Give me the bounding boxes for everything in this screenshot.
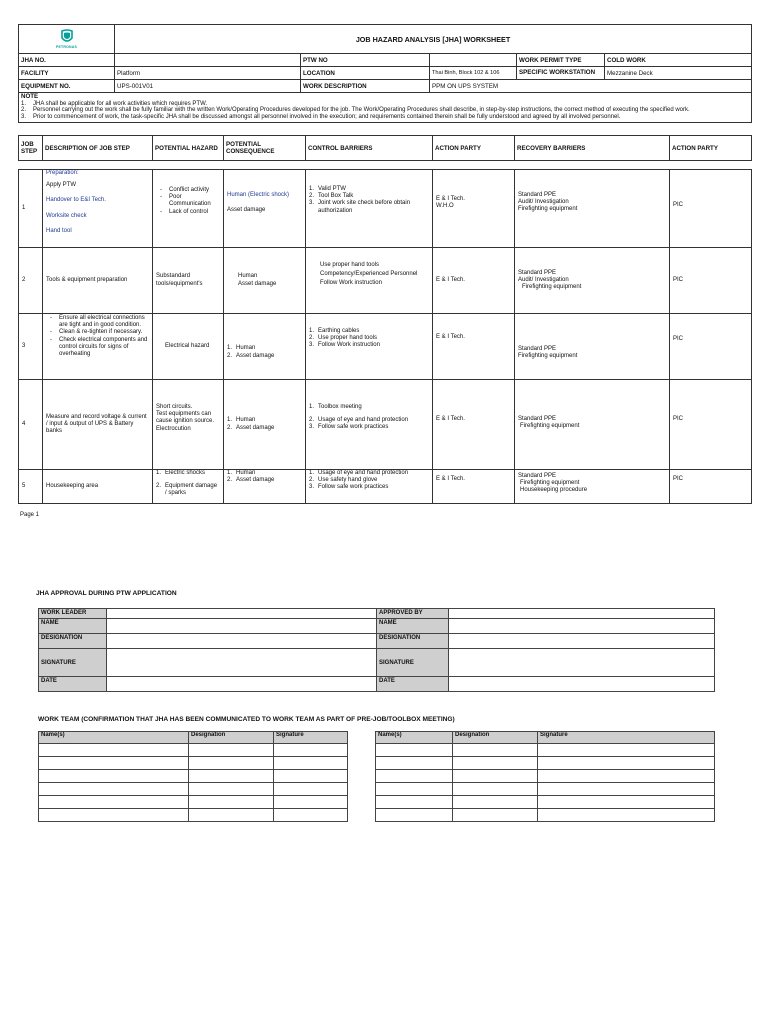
recovery-line: Standard PPE [518, 269, 557, 276]
table-row[interactable] [39, 809, 348, 822]
location-label: LOCATION [301, 67, 430, 80]
consequence-line: Asset damage [227, 207, 266, 214]
table-row[interactable] [376, 796, 715, 809]
table-row[interactable] [376, 757, 715, 770]
name-label: NAME [39, 619, 107, 634]
step-action-party: E & I Tech. [433, 314, 515, 380]
step-hazard: Electrical hazard [153, 314, 224, 380]
note-text: Prior to commencement of work, the task-specific JHA shall be discussed amongst all personnel involved in the execution; and requirements contained therein shall be fully understood and agreed by all involved personnel. [33, 113, 621, 120]
step-control [306, 170, 433, 248]
list-item: 1. Toolbox meeting [309, 404, 362, 410]
name-label: NAME [377, 619, 449, 634]
step-hazard: Substandard tools/equipment's [153, 248, 224, 314]
step-action-party: E & I Tech. [433, 248, 515, 314]
work-description-value: PPM ON UPS SYSTEM [430, 80, 752, 93]
step-action-party-2: PIC [670, 170, 752, 248]
equipment-no-label: EQUIPMENT NO. [19, 80, 115, 93]
logo-text: PETRONAS [55, 45, 78, 49]
date-label: DATE [39, 677, 107, 692]
list-item: 1. Valid PTW [309, 186, 346, 192]
list-item: 2. Use proper hand tools [309, 335, 378, 342]
recovery-line: Housekeeping procedure [520, 487, 588, 494]
note-number: 3. [21, 113, 27, 120]
step-action-party [433, 170, 515, 248]
step-recovery [515, 314, 670, 380]
col-consequence: POTENTIAL CONSEQUENCE [224, 136, 306, 161]
col-action-party-2: ACTION PARTY [670, 136, 752, 161]
control-line: Use proper hand tools [320, 262, 380, 268]
col-recovery: RECOVERY BARRIERS [515, 136, 670, 161]
step-consequence [224, 380, 306, 470]
note-number: 1. [21, 100, 27, 107]
header-row-3 [19, 80, 752, 93]
work-description-label: WORK DESCRIPTION [301, 80, 430, 93]
table-row [19, 170, 752, 248]
designation-field[interactable] [107, 634, 377, 649]
approval-work-leader-table [38, 608, 377, 692]
column-header-table [18, 135, 752, 161]
desc-line: Worksite check [46, 212, 87, 219]
signature-header: Signature [274, 732, 348, 744]
note-cell [19, 93, 752, 123]
table-row[interactable] [39, 796, 348, 809]
table-row [19, 470, 752, 504]
step-number: 3 [19, 314, 43, 380]
note-item [21, 107, 749, 114]
col-description: DESCRIPTION OF JOB STEP [43, 136, 153, 161]
note-row [19, 93, 752, 123]
col-hazard: POTENTIAL HAZARD [153, 136, 224, 161]
step-number: 2 [19, 248, 43, 314]
step-action-party-2: PIC [670, 470, 752, 504]
step-control [306, 248, 433, 314]
step-recovery [515, 248, 670, 314]
list-item: 3. Follow safe work practices [309, 484, 389, 491]
approved-by-label: APPROVED BY [377, 609, 449, 619]
date-field[interactable] [107, 677, 377, 692]
action-line: E & I Tech. [436, 196, 465, 202]
step-recovery [515, 470, 670, 504]
table-row[interactable] [39, 744, 348, 757]
workstation-value: Mezzanine Deck [605, 67, 752, 80]
list-item: 2. Use safety hand glove [309, 477, 378, 484]
step-recovery [515, 170, 670, 248]
signature-label: SIGNATURE [39, 649, 107, 677]
header-table [18, 24, 752, 123]
name-field[interactable] [449, 619, 715, 634]
page-title: JOB HAZARD ANALYSIS [JHA] WORKSHEET [115, 25, 752, 54]
list-item: 2. Tool Box Talk [309, 193, 354, 200]
list-item: - Ensure all electrical connections are tight and in good condition. [50, 315, 145, 329]
recovery-line: Firefighting equipment [520, 480, 580, 487]
step-description [43, 170, 153, 248]
approval-title: JHA APPROVAL DURING PTW APPLICATION [36, 590, 177, 597]
hazard-line: Electrocution [156, 425, 191, 432]
consequence-line: Human (Electric shock) [227, 192, 290, 198]
ptw-no-value [430, 54, 517, 67]
approved-by-field[interactable] [449, 609, 715, 619]
list-item: - Check electrical components and control circuits for signs of overheating [50, 336, 148, 358]
designation-header: Designation [189, 732, 274, 744]
work-team-table-right [375, 731, 715, 822]
list-item: 1. Human [227, 345, 256, 352]
list-item: 2. Usage of eye and hand protection [309, 417, 409, 424]
recovery-line: Firefighting equipment [518, 353, 578, 360]
list-item: 2. Asset damage [227, 352, 275, 359]
note-text: JHA shall be applicable for all work activities which requires PTW. [33, 100, 208, 107]
recovery-line: Standard PPE [518, 192, 557, 198]
name-field[interactable] [107, 619, 377, 634]
header-row-1 [19, 54, 752, 67]
table-row[interactable] [376, 783, 715, 796]
signature-field[interactable] [449, 649, 715, 677]
petronas-logo [21, 25, 112, 53]
equipment-no-value: UPS-001V01 [115, 80, 301, 93]
list-item: - Conflict activity [160, 187, 210, 193]
step-description [43, 314, 153, 380]
facility-value: Platform [115, 67, 301, 80]
step-control [306, 470, 433, 504]
consequence-line: Asset damage [238, 280, 277, 287]
table-row [19, 314, 752, 380]
jha-no-label: JHA NO. [19, 54, 115, 67]
name-header: Name(s) [39, 732, 189, 744]
list-item: 2. Asset damage [227, 477, 275, 484]
designation-label: DESIGNATION [39, 634, 107, 649]
step-number: 1 [19, 170, 43, 248]
note-text: Personnel carrying out the work shall be fully familiar with the written Work/Operating Procedures developed for the job. The Work/Operating Procedures shall describe, in step-by-step instructions, the correct method of executing the specified work. [33, 107, 690, 114]
desc-line: Handover to E&I Tech. [46, 197, 106, 204]
table-row[interactable] [376, 744, 715, 757]
step-hazard [153, 470, 224, 504]
step-number: 4 [19, 380, 43, 470]
desc-line: Preparation: [46, 170, 79, 176]
recovery-line: Firefighting equipment [520, 423, 580, 430]
designation-field[interactable] [449, 634, 715, 649]
date-field[interactable] [449, 677, 715, 692]
step-description: Tools & equipment preparation [43, 248, 153, 314]
step-control [306, 314, 433, 380]
table-row [19, 380, 752, 470]
list-item: - Lack of control [160, 208, 209, 215]
location-value: Thai Binh, Block 102 & 106 [430, 67, 517, 80]
note-label: NOTE [21, 93, 39, 100]
recovery-line: Audit/ Investigation [518, 199, 569, 206]
table-row[interactable] [376, 809, 715, 822]
table-row[interactable] [376, 770, 715, 783]
hazard-line: Test equipments can cause ignition source. [156, 411, 215, 425]
name-header: Name(s) [376, 732, 453, 744]
step-action-party: E & I Tech. [433, 380, 515, 470]
table-row [19, 248, 752, 314]
recovery-line: Firefighting equipment [522, 284, 582, 291]
control-line: Competency/Experienced Personnel [320, 271, 418, 278]
step-description: Housekeeping area [43, 470, 153, 504]
list-item: 1. Electric shocks [156, 470, 206, 476]
designation-label: DESIGNATION [377, 634, 449, 649]
signature-field[interactable] [107, 649, 377, 677]
hazard-line: Short circuits. [156, 404, 193, 410]
work-team-title: WORK TEAM (CONFIRMATION THAT JHA HAS BEEN COMMUNICATED TO WORK TEAM AS PART OF PRE-JOB/TOOLBOX MEETING) [38, 716, 455, 723]
petronas-logo-icon [59, 29, 75, 45]
step-action-party-2: PIC [670, 314, 752, 380]
list-item: 1. Human [227, 417, 256, 424]
recovery-line: Audit/ Investigation [518, 276, 569, 283]
signature-label: SIGNATURE [377, 649, 449, 677]
list-item: 3. Joint work site check before obtain authorization [309, 200, 411, 214]
action-line: W.H.O [436, 203, 454, 210]
list-item: 2. Asset damage [227, 424, 275, 431]
recovery-line: Standard PPE [518, 473, 557, 479]
recovery-line: Standard PPE [518, 346, 557, 352]
list-item: 2. Equipment damage / sparks [156, 483, 218, 497]
step-hazard [153, 170, 224, 248]
note-item [21, 114, 749, 121]
step-action-party-2: PIC [670, 248, 752, 314]
consequence-line: Human [238, 273, 258, 280]
signature-header: Signature [538, 732, 715, 744]
workstation-label: SPECIFIC WORKSTATION [517, 67, 605, 80]
table-row[interactable] [39, 783, 348, 796]
work-team-table-left [38, 731, 348, 822]
logo-cell [19, 25, 115, 54]
permit-type-value: COLD WORK [605, 54, 752, 67]
desc-line: Hand tool [46, 227, 72, 234]
step-description: Measure and record voltage & current / input & output of UPS & Battery banks [43, 380, 153, 470]
step-action-party-2: PIC [670, 380, 752, 470]
designation-header: Designation [453, 732, 538, 744]
step-number: 5 [19, 470, 43, 504]
control-line: Follow Work instruction [320, 280, 382, 287]
step-action-party: E & I Tech. [433, 470, 515, 504]
desc-line: Apply PTW [46, 182, 77, 189]
list-item: 3. Follow safe work practices [309, 424, 389, 431]
recovery-line: Standard PPE [518, 416, 557, 422]
work-leader-field[interactable] [107, 609, 377, 619]
step-hazard [153, 380, 224, 470]
date-label: DATE [377, 677, 449, 692]
ptw-no-label: PTW NO [301, 54, 430, 67]
col-control: CONTROL BARRIERS [306, 136, 433, 161]
note-item [21, 101, 749, 108]
note-number: 2. [21, 107, 27, 114]
approval-approved-by-table [376, 608, 715, 692]
list-item: 1. Usage of eye and hand protection [309, 470, 409, 476]
list-item: 3. Follow Work instruction [309, 342, 380, 349]
list-item: 1. Earthing cables [309, 328, 360, 334]
table-row[interactable] [39, 770, 348, 783]
work-leader-label: WORK LEADER [39, 609, 107, 619]
col-action-party: ACTION PARTY [433, 136, 515, 161]
page-label: Page 1 [20, 512, 40, 518]
header-row-2 [19, 67, 752, 80]
list-item: - Clean & re-tighten if necessary. [50, 329, 143, 336]
list-item: 1. Human [227, 470, 256, 476]
step-consequence [224, 248, 306, 314]
step-recovery [515, 380, 670, 470]
list-item: - Poor Communication [160, 194, 211, 208]
facility-label: FACILITY [19, 67, 115, 80]
table-row[interactable] [39, 757, 348, 770]
step-control [306, 380, 433, 470]
step-consequence [224, 470, 306, 504]
jha-no-value [115, 54, 301, 67]
recovery-line: Firefighting equipment [518, 206, 578, 213]
permit-type-label: WORK PERMIT TYPE [517, 54, 605, 67]
col-job-step: JOB STEP [19, 136, 43, 161]
steps-table [18, 169, 752, 504]
step-consequence [224, 314, 306, 380]
step-consequence [224, 170, 306, 248]
